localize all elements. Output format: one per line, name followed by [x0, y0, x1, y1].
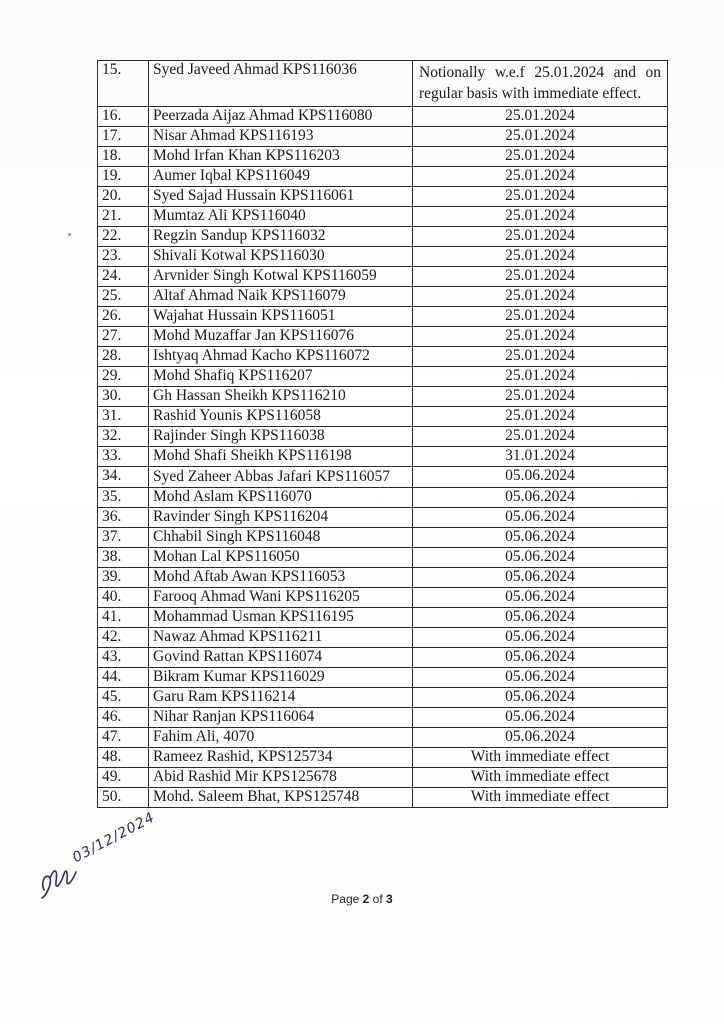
effective-date-cell: 25.01.2024	[413, 367, 668, 387]
serial-number-cell: 20.	[98, 187, 149, 207]
serial-number-cell: 22.	[98, 227, 149, 247]
page-middle: of	[369, 892, 387, 906]
effective-date-cell: Notionally w.e.f 25.01.2024 and on regular basis with immediate effect.	[413, 61, 668, 107]
effective-date-cell: 05.06.2024	[413, 668, 668, 688]
table-row	[98, 127, 668, 147]
officer-name-cell: Mohd Shafiq KPS116207	[149, 367, 413, 387]
table-row	[98, 307, 668, 327]
effective-date-cell: 05.06.2024	[413, 528, 668, 548]
serial-number-cell: 40.	[98, 588, 149, 608]
effective-date-cell: 05.06.2024	[413, 548, 668, 568]
table-row	[98, 427, 668, 447]
table-row	[98, 508, 668, 528]
effective-date-cell: 25.01.2024	[413, 167, 668, 187]
serial-number-cell: 37.	[98, 528, 149, 548]
serial-number-cell: 19.	[98, 167, 149, 187]
serial-number-cell: 47.	[98, 728, 149, 748]
effective-date-cell: 05.06.2024	[413, 608, 668, 628]
officer-name-cell: Nisar Ahmad KPS116193	[149, 127, 413, 147]
table-row	[98, 207, 668, 227]
table-row	[98, 167, 668, 187]
table-row	[98, 608, 668, 628]
serial-number-cell: 43.	[98, 648, 149, 668]
effective-date-cell: 05.06.2024	[413, 488, 668, 508]
serial-number-cell: 16.	[98, 107, 149, 127]
table-row	[98, 287, 668, 307]
effective-date-cell: 25.01.2024	[413, 227, 668, 247]
table-row	[98, 648, 668, 668]
effective-date-cell: 05.06.2024	[413, 628, 668, 648]
serial-number-cell: 44.	[98, 668, 149, 688]
serial-number-cell: 28.	[98, 347, 149, 367]
officer-name-cell: Gh Hassan Sheikh KPS116210	[149, 387, 413, 407]
table-row	[98, 387, 668, 407]
serial-number-cell: 32.	[98, 427, 149, 447]
table-row	[98, 267, 668, 287]
table-row	[98, 548, 668, 568]
table-row	[98, 227, 668, 247]
officer-name-cell: Mohan Lal KPS116050	[149, 548, 413, 568]
officer-name-cell: Shivali Kotwal KPS116030	[149, 247, 413, 267]
serial-number-cell: 27.	[98, 327, 149, 347]
effective-date-cell: 05.06.2024	[413, 708, 668, 728]
serial-number-cell: 18.	[98, 147, 149, 167]
table-row	[98, 568, 668, 588]
officer-name-cell: Bikram Kumar KPS116029	[149, 668, 413, 688]
table-row	[98, 768, 668, 788]
table-row	[98, 688, 668, 708]
serial-number-cell: 50.	[98, 788, 149, 808]
scan-speck	[68, 233, 71, 236]
officer-name-cell: Wajahat Hussain KPS116051	[149, 307, 413, 327]
effective-date-cell: 05.06.2024	[413, 568, 668, 588]
effective-date-cell: 25.01.2024	[413, 187, 668, 207]
effective-date-cell: With immediate effect	[413, 748, 668, 768]
table-row	[98, 588, 668, 608]
serial-number-cell: 38.	[98, 548, 149, 568]
officer-name-cell: Ravinder Singh KPS116204	[149, 508, 413, 528]
officer-name-cell: Mohd Shafi Sheikh KPS116198	[149, 447, 413, 467]
table-row	[98, 668, 668, 688]
current-page: 2	[362, 892, 370, 906]
officer-name-cell: Mohd Muzaffar Jan KPS116076	[149, 327, 413, 347]
effective-date-cell: 25.01.2024	[413, 307, 668, 327]
officer-name-cell: Mohd. Saleem Bhat, KPS125748	[149, 788, 413, 808]
officer-name-cell: Farooq Ahmad Wani KPS116205	[149, 588, 413, 608]
table-row	[98, 708, 668, 728]
table-row	[98, 347, 668, 367]
serial-number-cell: 45.	[98, 688, 149, 708]
page-prefix: Page	[331, 892, 363, 906]
serial-number-cell: 39.	[98, 568, 149, 588]
officer-name-cell: Nihar Ranjan KPS116064	[149, 708, 413, 728]
serial-number-cell: 26.	[98, 307, 149, 327]
effective-date-cell: 25.01.2024	[413, 147, 668, 167]
table-row	[98, 61, 668, 107]
officer-name-cell: Garu Ram KPS116214	[149, 688, 413, 708]
table-row	[98, 367, 668, 387]
table-row	[98, 147, 668, 167]
officer-name-cell: Peerzada Aijaz Ahmad KPS116080	[149, 107, 413, 127]
effective-date-cell: 05.06.2024	[413, 467, 668, 488]
effective-date-cell: 25.01.2024	[413, 107, 668, 127]
officer-name-cell: Syed Sajad Hussain KPS116061	[149, 187, 413, 207]
officer-name-cell: Altaf Ahmad Naik KPS116079	[149, 287, 413, 307]
officer-name-cell: Rameez Rashid, KPS125734	[149, 748, 413, 768]
serial-number-cell: 41.	[98, 608, 149, 628]
officer-name-cell: Syed Zaheer Abbas Jafari KPS116057	[149, 467, 413, 488]
effective-date-cell: 25.01.2024	[413, 407, 668, 427]
officer-name-cell: Govind Rattan KPS116074	[149, 648, 413, 668]
officers-table	[97, 60, 668, 808]
effective-date-cell: 05.06.2024	[413, 688, 668, 708]
officers-table-body	[98, 61, 668, 808]
table-row	[98, 327, 668, 347]
serial-number-cell: 17.	[98, 127, 149, 147]
effective-date-cell: With immediate effect	[413, 768, 668, 788]
officer-name-cell: Mohd Irfan Khan KPS116203	[149, 147, 413, 167]
serial-number-cell: 42.	[98, 628, 149, 648]
table-row	[98, 628, 668, 648]
table-row	[98, 728, 668, 748]
serial-number-cell: 25.	[98, 287, 149, 307]
officer-name-cell: Fahim Ali, 4070	[149, 728, 413, 748]
officer-name-cell: Ishtyaq Ahmad Kacho KPS116072	[149, 347, 413, 367]
effective-date-cell: 25.01.2024	[413, 247, 668, 267]
effective-date-cell: 25.01.2024	[413, 387, 668, 407]
officer-name-cell: Mohammad Usman KPS116195	[149, 608, 413, 628]
effective-date-cell: 25.01.2024	[413, 287, 668, 307]
effective-date-cell: 05.06.2024	[413, 508, 668, 528]
serial-number-cell: 29.	[98, 367, 149, 387]
officer-name-cell: Nawaz Ahmad KPS116211	[149, 628, 413, 648]
officer-name-cell: Rashid Younis KPS116058	[149, 407, 413, 427]
table-row	[98, 187, 668, 207]
officer-name-cell: Mohd Aftab Awan KPS116053	[149, 568, 413, 588]
officer-name-cell: Mumtaz Ali KPS116040	[149, 207, 413, 227]
officer-name-cell: Syed Javeed Ahmad KPS116036	[149, 61, 413, 107]
effective-date-cell: 25.01.2024	[413, 427, 668, 447]
page-footer	[0, 892, 724, 906]
effective-date-cell: 25.01.2024	[413, 327, 668, 347]
table-row	[98, 788, 668, 808]
serial-number-cell: 21.	[98, 207, 149, 227]
table-row	[98, 748, 668, 768]
effective-date-cell: 05.06.2024	[413, 588, 668, 608]
officer-name-cell: Abid Rashid Mir KPS125678	[149, 768, 413, 788]
effective-date-cell: 25.01.2024	[413, 267, 668, 287]
effective-date-cell: 31.01.2024	[413, 447, 668, 467]
signature-date: 03/12/2024	[70, 809, 158, 867]
officer-name-cell: Regzin Sandup KPS116032	[149, 227, 413, 247]
serial-number-cell: 33.	[98, 447, 149, 467]
table-row	[98, 528, 668, 548]
effective-date-cell: 25.01.2024	[413, 127, 668, 147]
officer-name-cell: Chhabil Singh KPS116048	[149, 528, 413, 548]
table-row	[98, 488, 668, 508]
serial-number-cell: 24.	[98, 267, 149, 287]
table-row	[98, 447, 668, 467]
serial-number-cell: 23.	[98, 247, 149, 267]
table-row	[98, 107, 668, 127]
table-row	[98, 467, 668, 488]
effective-date-cell: With immediate effect	[413, 788, 668, 808]
officer-name-cell: Rajinder Singh KPS116038	[149, 427, 413, 447]
total-pages: 3	[386, 892, 393, 906]
effective-date-cell: 05.06.2024	[413, 728, 668, 748]
table-row	[98, 247, 668, 267]
officer-name-cell: Mohd Aslam KPS116070	[149, 488, 413, 508]
table-row	[98, 407, 668, 427]
serial-number-cell: 48.	[98, 748, 149, 768]
serial-number-cell: 15.	[98, 61, 149, 107]
effective-date-cell: 25.01.2024	[413, 207, 668, 227]
officer-name-cell: Aumer Iqbal KPS116049	[149, 167, 413, 187]
serial-number-cell: 49.	[98, 768, 149, 788]
serial-number-cell: 46.	[98, 708, 149, 728]
serial-number-cell: 35.	[98, 488, 149, 508]
serial-number-cell: 36.	[98, 508, 149, 528]
serial-number-cell: 34.	[98, 467, 149, 488]
serial-number-cell: 31.	[98, 407, 149, 427]
effective-date-cell: 25.01.2024	[413, 347, 668, 367]
effective-date-cell: 05.06.2024	[413, 648, 668, 668]
serial-number-cell: 30.	[98, 387, 149, 407]
officer-name-cell: Arvnider Singh Kotwal KPS116059	[149, 267, 413, 287]
